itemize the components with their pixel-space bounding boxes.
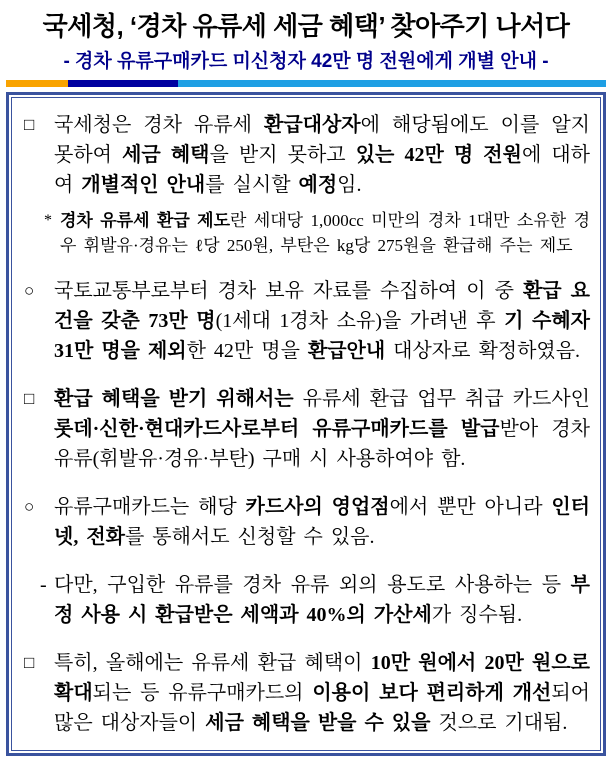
paragraph-4: [24, 384, 590, 474]
accent-bar-navy: [68, 80, 178, 87]
emphasized-text: 기 수혜자 31만 명을 제외: [54, 310, 591, 362]
paragraph-6: [40, 570, 590, 630]
emphasized-text: 롯데·신한·현대카드사로부터 유류구매카드를 발급: [54, 418, 500, 440]
emphasized-text: 환급안내: [307, 340, 386, 362]
header: [6, 6, 606, 87]
paragraph-text: [54, 570, 590, 630]
body-text: 가 징수됨.: [431, 604, 523, 626]
body-text: 되는 등 유류구매카드의: [92, 682, 313, 704]
circle-bullet-marker: ○: [24, 497, 35, 516]
body-text: 에 해당됨에도 이를 알지 못하여: [54, 114, 590, 166]
body-text: 것으로 기대됨.: [430, 712, 568, 734]
emphasized-text: 환급대상자: [264, 114, 361, 136]
emphasized-text: 경차 유류세 환급 제도: [60, 211, 231, 230]
body-text: 대상자로 확정하였음.: [385, 340, 581, 362]
emphasized-text: 10만 원에서 20만 원으로 확대: [54, 652, 590, 704]
body-text: 유류구매카드는 해당: [54, 496, 246, 518]
body-text: 국토교통부로부터 경차 보유 자료를 수집하여 이 중: [54, 280, 523, 302]
paragraph-text: [54, 648, 590, 738]
body-text: 받아 경차 유류(휘발유·경유·부탄) 구매 시 사용하여야 함.: [54, 418, 590, 470]
body-text: 에서 뿐만 아니라: [389, 496, 552, 518]
circle-bullet-marker: ○: [24, 281, 35, 300]
paragraph-7: [24, 648, 590, 738]
body-text: 임.: [337, 174, 362, 196]
emphasized-text: 개별적인 안내: [81, 174, 206, 196]
body-text: 를 실시할: [205, 174, 299, 196]
body-text: 을 받지 못하고: [209, 144, 356, 166]
body-text: 국세청은 경차 유류세: [54, 114, 265, 136]
body-text: 유류세 환급 업무 취급 카드사인: [293, 388, 590, 410]
accent-bar: [6, 80, 606, 87]
emphasized-text: 예정: [298, 174, 338, 196]
paragraph-2: [44, 208, 590, 258]
dash-bullet-marker: -: [40, 574, 47, 596]
emphasized-text: 인터넷, 전화: [54, 496, 590, 548]
paragraph-text: [54, 276, 590, 366]
paragraph-3: [24, 276, 590, 366]
emphasized-text: 환급 혜택을 받기 위해서는: [54, 388, 294, 410]
page-title: 국세청, ‘경차 유류세 세금 혜택’ 찾아주기 나서다: [42, 11, 570, 41]
paragraph-text: [54, 110, 590, 200]
emphasized-text: 있는 42만 명 전원: [355, 144, 522, 166]
document-body: [11, 97, 601, 751]
paragraph-5: [24, 492, 590, 552]
square-bullet-marker: □: [24, 115, 35, 134]
body-text: 를 통해서도 신청할 수 있음.: [124, 526, 375, 548]
emphasized-text: 이용이 보다 편리하게 개선: [312, 682, 552, 704]
asterisk-note-marker: *: [44, 212, 52, 229]
body-text: 되어 많은 대상자들이: [54, 682, 590, 734]
emphasized-text: 세금 혜택: [122, 144, 210, 166]
emphasized-text: 부정 사용 시 환급받은 세액과 40%의 가산세: [54, 574, 590, 626]
body-text: 란 세대당 1,000cc 미만의 경차 1대만 소유한 경우 휘발유·경유는 ℓ당 250원, 부탄은 kg당 275원을 환급해 주는 제도: [60, 211, 590, 255]
accent-bar-sky: [178, 80, 606, 87]
emphasized-text: 환급 요건을 갖춘 73만 명: [54, 280, 590, 332]
body-text: 다만, 구입한 유류를 경차 유류 외의 용도로 사용하는 등: [54, 574, 571, 596]
content-box: [6, 92, 606, 756]
page-subtitle: - 경차 유류구매카드 미신청자 42만 명 전원에게 개별 안내 -: [63, 51, 549, 72]
paragraph-text: [60, 208, 590, 258]
emphasized-text: 세금 혜택을 받을 수 있을: [205, 712, 431, 734]
emphasized-text: 카드사의 영업점: [245, 496, 390, 518]
square-bullet-marker: □: [24, 653, 35, 672]
paragraph-1: [24, 110, 590, 200]
square-bullet-marker: □: [24, 389, 35, 408]
accent-bar-orange: [6, 80, 68, 87]
body-text: 특히, 올해에는 유류세 환급 혜택이: [54, 652, 371, 674]
paragraph-text: [54, 492, 590, 552]
body-text: (1세대 1경차 소유)을 가려낸 후: [215, 310, 505, 332]
body-text: 에 대하여: [54, 144, 591, 196]
body-text: 한 42만 명을: [186, 340, 308, 362]
paragraph-text: [54, 384, 590, 474]
